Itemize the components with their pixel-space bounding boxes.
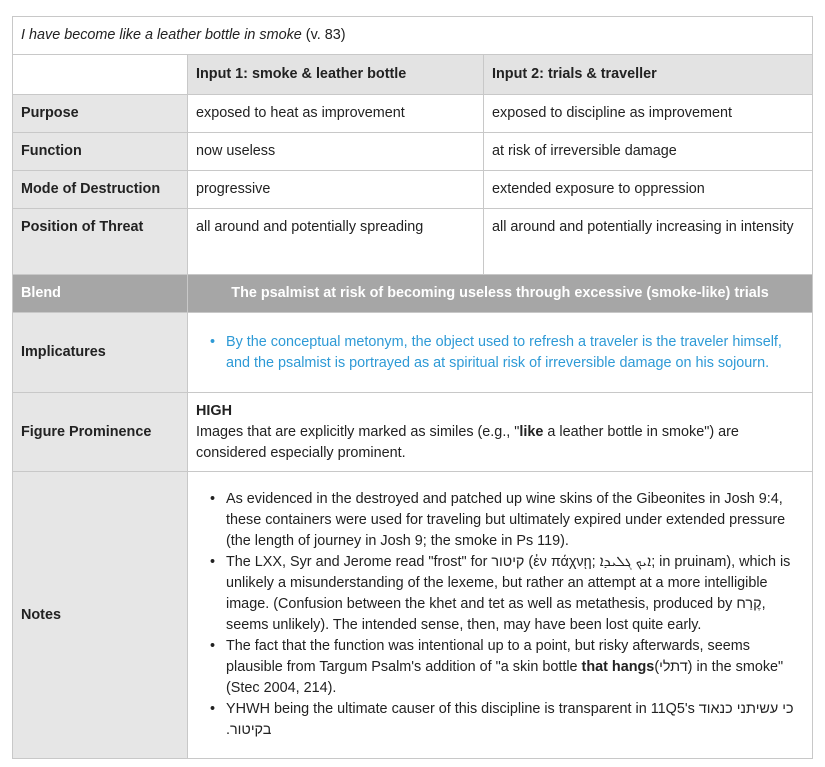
note-text: YHWH being the ultimate causer of this discipline is transparent in 11Q5's — [226, 701, 699, 717]
note-text: in the smoke" (Stec 2004, 214). — [226, 659, 784, 696]
header-row — [13, 55, 813, 95]
prominence-cell — [188, 393, 813, 472]
row-input-1: progressive — [188, 171, 484, 209]
note-text: , seems unlikely). The intended sense, then, may have been lost quite early. — [226, 596, 766, 633]
prominence-text-bold: like — [519, 423, 544, 440]
row-position-of-threat — [13, 209, 813, 275]
prominence-level: HIGH — [196, 402, 232, 419]
notes-label: Notes — [13, 472, 188, 759]
header-blank-cell — [13, 55, 188, 95]
notes-cell — [188, 472, 813, 759]
syriac-word: ܐܝܟ ܓܠܝܕܐ — [599, 554, 652, 570]
list-item: • As evidenced in the destroyed and patched up wine skins of the Gibeonites in Josh 9:4, these containers were used for traveling but ultimately expired under extended pressure (the length of journey in Josh 9; the smoke in Ps 119). — [196, 489, 804, 552]
verse-reference: (v. 83) — [305, 27, 346, 43]
table-title — [13, 17, 813, 55]
row-input-2: at risk of irreversible damage — [484, 133, 813, 171]
notes-row — [13, 472, 813, 759]
row-label: Mode of Destruction — [13, 171, 188, 209]
hebrew-word: קיטור — [491, 554, 525, 570]
title-quote: I have become like a leather bottle in smoke — [21, 27, 302, 43]
row-purpose — [13, 95, 813, 133]
list-item — [196, 699, 804, 741]
prominence-text — [196, 422, 804, 464]
prominence-text-after: a leather bottle in smoke") are considered especially prominent. — [196, 423, 739, 461]
row-input-1: exposed to heat as improvement — [188, 95, 484, 133]
list-item — [196, 636, 804, 699]
hebrew-phrase: כי עשיתני כנאוד בקיטור. — [226, 701, 794, 738]
implicatures-label: Implicatures — [13, 313, 188, 393]
note-bold-text: that hangs — [581, 659, 655, 675]
row-input-2: extended exposure to oppression — [484, 171, 813, 209]
blend-label: Blend — [13, 275, 188, 313]
prominence-label: Figure Prominence — [13, 393, 188, 472]
header-input-1: Input 1: smoke & leather bottle — [188, 55, 484, 95]
row-label: Purpose — [13, 95, 188, 133]
header-input-2: Input 2: trials & traveller — [484, 55, 813, 95]
row-label: Function — [13, 133, 188, 171]
notes-list — [196, 489, 804, 741]
note-text: The LXX, Syr and Jerome read "frost" for — [226, 554, 492, 570]
row-input-2: all around and potentially increasing in intensity — [484, 209, 813, 275]
row-input-2: exposed to discipline as improvement — [484, 95, 813, 133]
list-item: • By the conceptual metonym, the object used to refresh a traveler is the traveler himself, and the psalmist is portrayed as at spiritual risk of irreversible damage on his sojourn. — [196, 332, 804, 374]
note-text: The fact that the function was intentional up to a point, but risky afterwards, seems plausible from Targum Psalm's addition of "a skin bottle — [226, 638, 750, 675]
implicatures-row — [13, 313, 813, 393]
blend-row — [13, 275, 813, 313]
list-item — [196, 552, 804, 636]
note-text: (ἐν πάχνῃ; — [524, 554, 600, 570]
blend-analysis-table — [12, 16, 813, 759]
implicatures-cell — [188, 313, 813, 393]
prominence-text-before: Images that are explicitly marked as similes (e.g., " — [196, 423, 520, 440]
row-label: Position of Threat — [13, 209, 188, 275]
note-text: ; in pruinam), which is unlikely a misunderstanding of the lexeme, but rather an attempt at a more intelligible image. (Confusion between the khet and tet as well as metathesis, produced by — [226, 554, 791, 612]
row-function — [13, 133, 813, 171]
row-input-1: now useless — [188, 133, 484, 171]
implicatures-list — [196, 332, 804, 374]
hebrew-word: קֶרַח — [736, 596, 762, 612]
blend-text: The psalmist at risk of becoming useless through excessive (smoke-like) trials — [188, 275, 813, 313]
prominence-row — [13, 393, 813, 472]
hebrew-word: (דתלי) — [654, 659, 693, 675]
row-input-1: all around and potentially spreading — [188, 209, 484, 275]
row-mode-of-destruction — [13, 171, 813, 209]
